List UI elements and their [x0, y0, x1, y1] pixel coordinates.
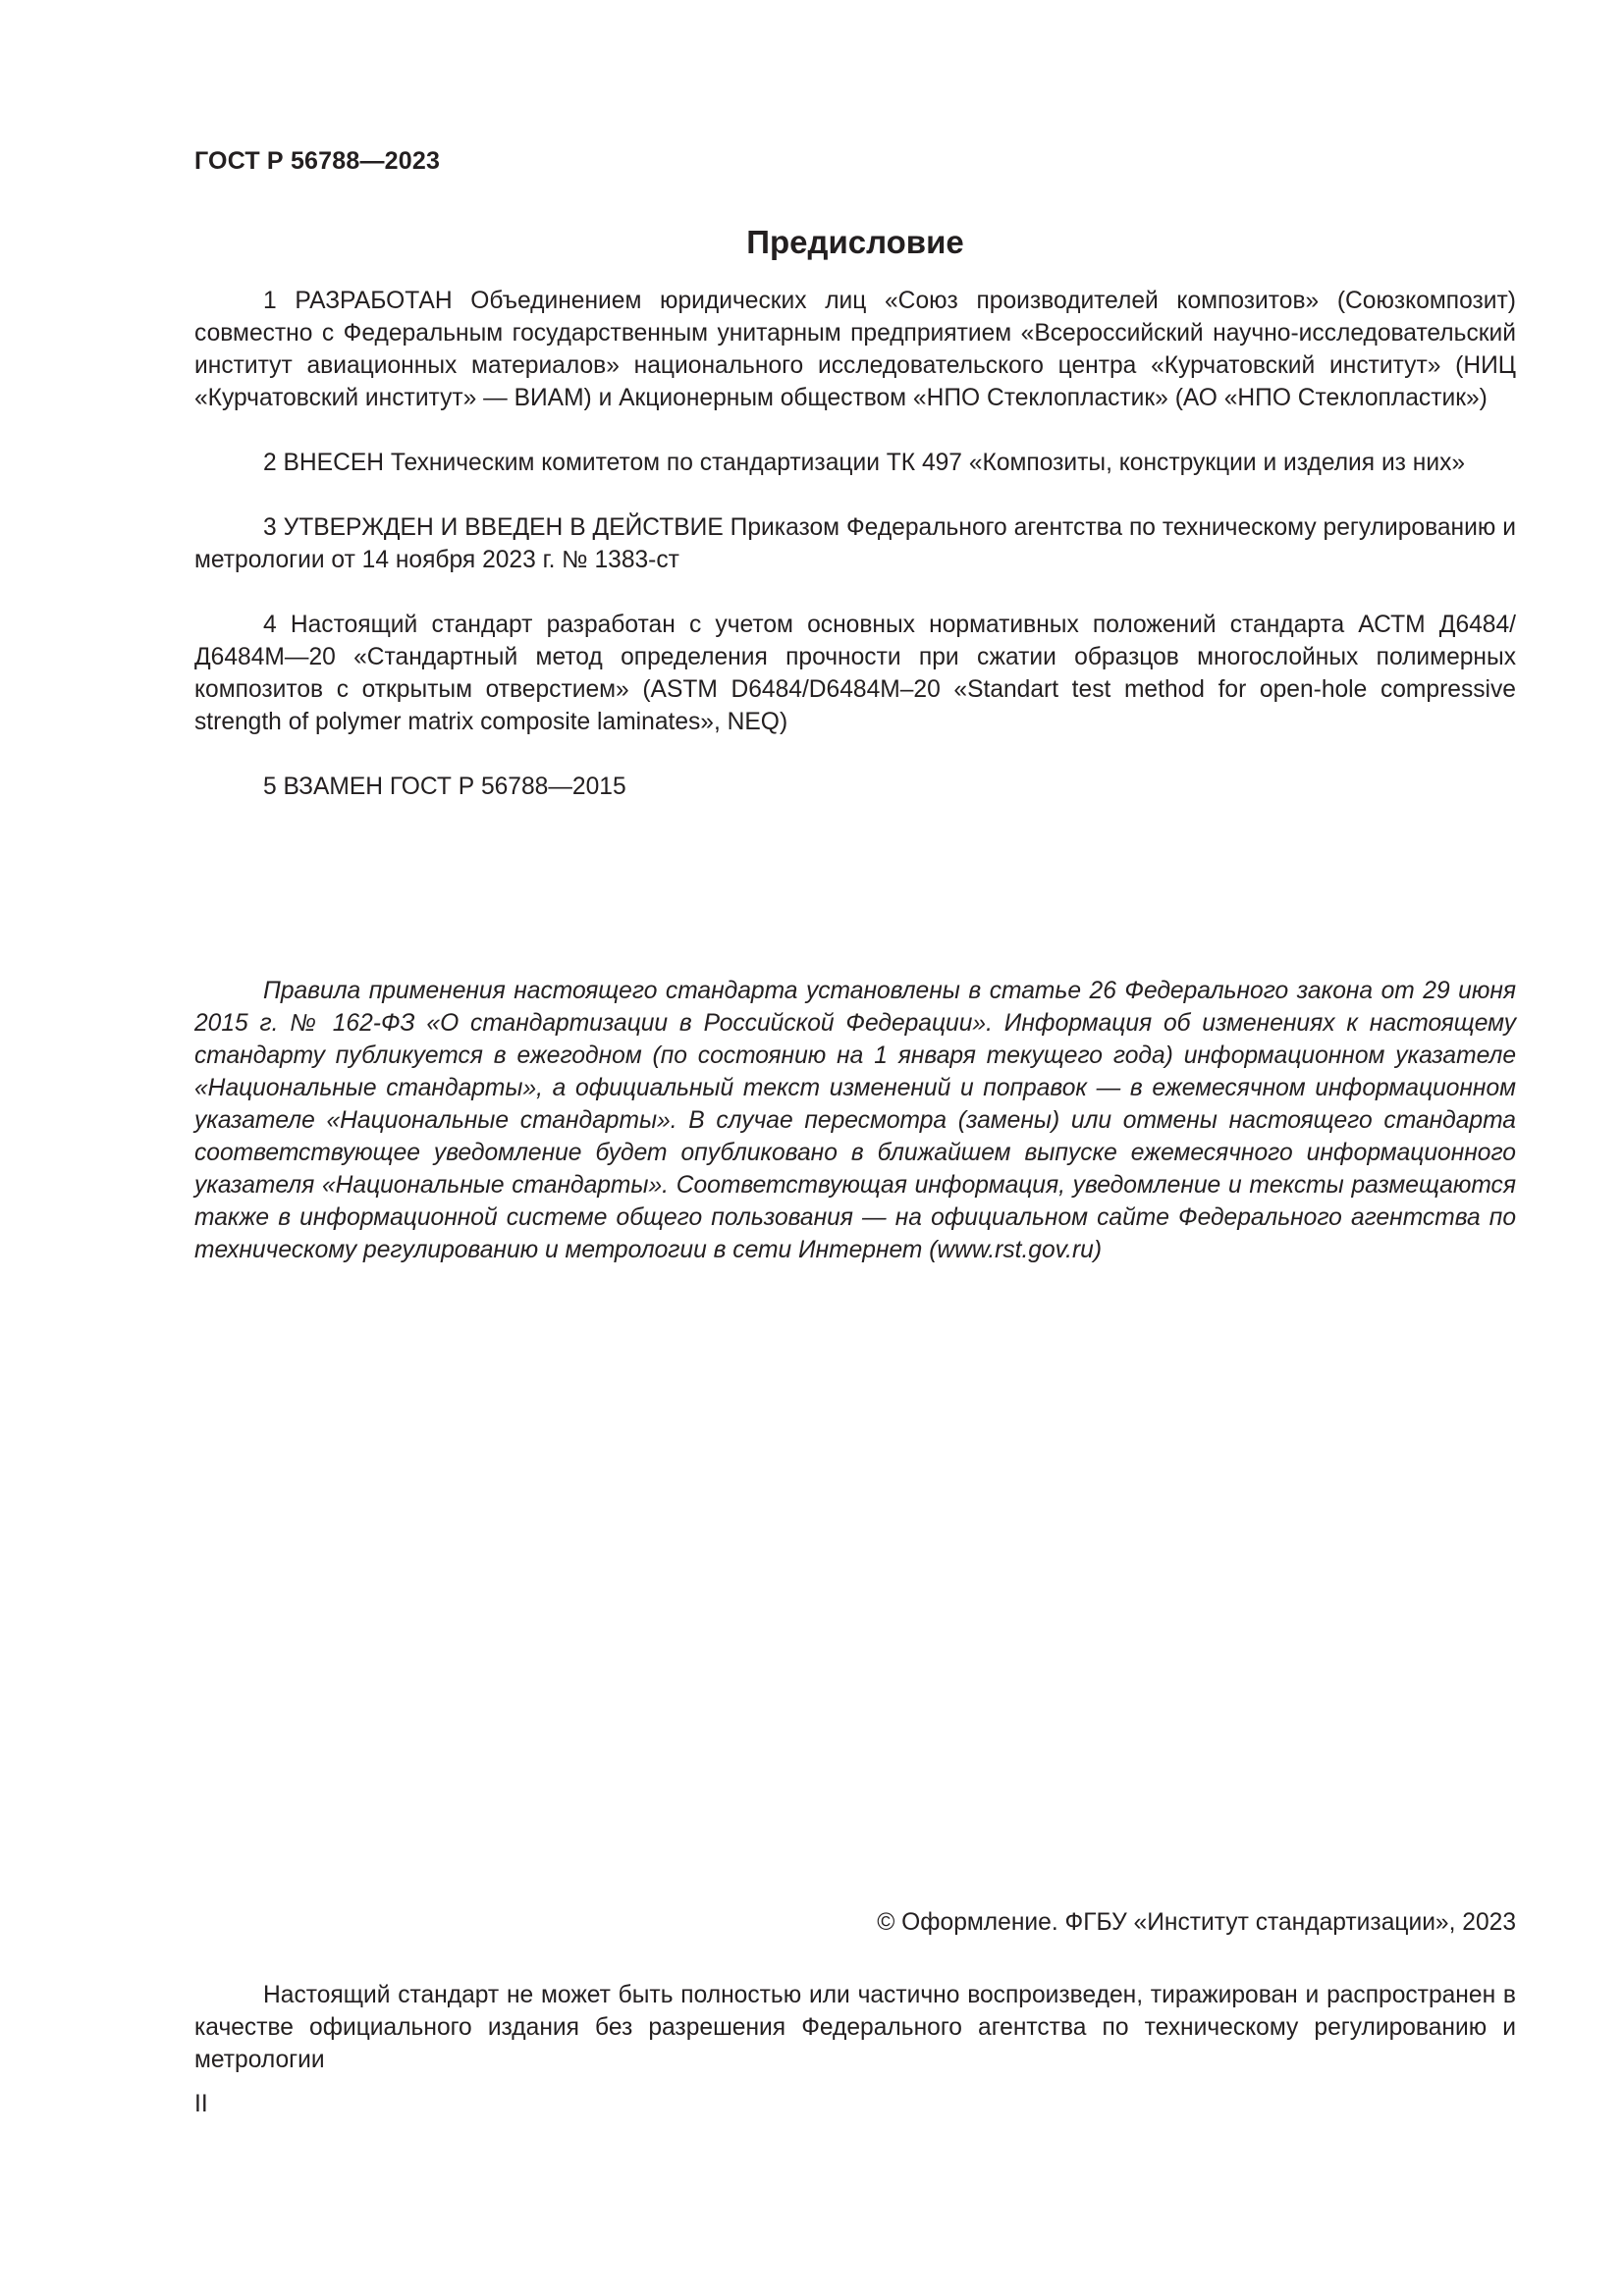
document-code: ГОСТ Р 56788—2023 — [194, 147, 441, 175]
page-number: II — [194, 2091, 208, 2117]
copyright-line: © Оформление. ФГБУ «Институт стандартизации», 2023 — [877, 1909, 1516, 1936]
application-rules-paragraph: Правила применения настоящего стандарта установлены в статье 26 Федерального закона от 29 июня 2015 г. № 162-ФЗ «О стандартизации в Российской Федерации». Информация об изменениях к настоящему стандарту публикуется в ежегодном (по состоянию на 1 января текущего года) информационном указателе «Национальные стандарты», а официальный текст изменений и поправок — в ежемесячном информационном указателе «Национальные стандарты». В случае пересмотра (замены) или отмены настоящего стандарта соответствующее уведомление будет опубликовано в ближайшем выпуске ежемесячного информационного указателя «Национальные стандарты». Соответствующая информация, уведомление и тексты размещаются также в информационной системе общего пользования — на официальном сайте Федерального агентства по техническому регулированию и метрологии в сети Интернет (www.rst.gov.ru) — [194, 978, 1516, 1263]
foreword-item-replaces: 5 ВЗАМЕН ГОСТ Р 56788—2015 — [263, 774, 626, 800]
foreword-item-approved: 3 УТВЕРЖДЕН И ВВЕДЕН В ДЕЙСТВИЕ Приказом Федерального агентства по техническому регулированию и метрологии от 14 ноября 2023 г. № 1383-ст — [194, 514, 1516, 573]
reproduction-notice: Настоящий стандарт не может быть полностью или частично воспроизведен, тиражирован и распространен в качестве официального издания без разрешения Федерального агентства по техническому регулированию и метрологии — [194, 1982, 1516, 2073]
foreword-list — [194, 285, 1516, 835]
foreword-item-based-on: 4 Настоящий стандарт разработан с учетом основных нормативных положений стандарта АСТМ Д6484/Д6484М—20 «Стандартный метод определения прочности при сжатии образцов многослойных полимерных композитов с открытым отверстием» (ASTM D6484/D6484M–20 «Standart test method for open-hole compressive strength of polymer matrix composite laminates», NEQ) — [194, 612, 1516, 735]
page-title: Предисловие — [746, 224, 964, 260]
foreword-item-submitted: 2 ВНЕСЕН Техническим комитетом по стандартизации ТК 497 «Композиты, конструкции и изделия из них» — [263, 450, 1466, 476]
foreword-item-developed: 1 РАЗРАБОТАН Объединением юридических лиц «Союз производителей композитов» (Союзкомпозит) совместно с Федеральным государственным унитарным предприятием «Всероссийский научно-исследовательский институт авиационных материалов» национального исследовательского центра «Курчатовский институт» (НИЦ «Курчатовский институт» — ВИАМ) и Акционерным обществом «НПО Стеклопластик» (АО «НПО Стеклопластик») — [194, 288, 1516, 411]
